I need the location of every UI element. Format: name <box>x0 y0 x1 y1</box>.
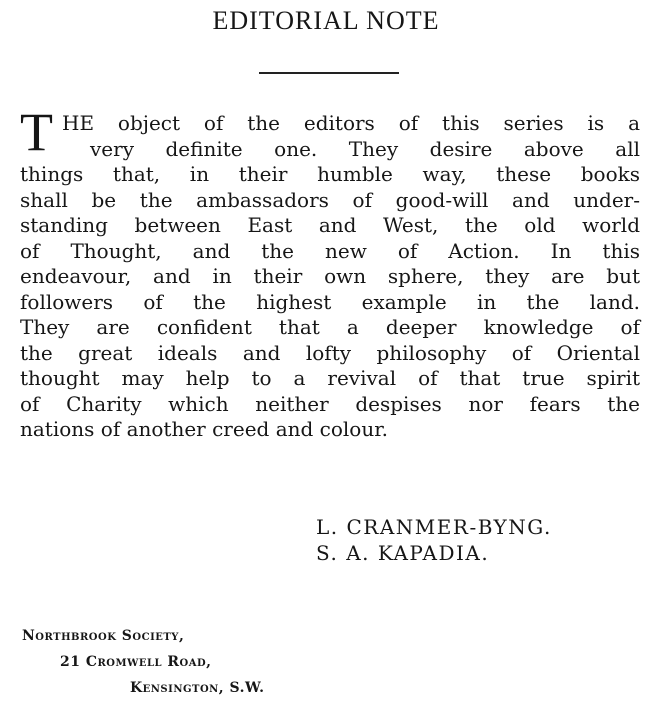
paragraph-line: the great ideals and lofty philosophy of Oriental <box>20 340 640 365</box>
page-title: EDITORIAL NOTE <box>212 6 440 35</box>
paragraph-line: followers of the highest example in the land. <box>20 289 640 314</box>
paragraph-line: of Charity which neither despises nor fears the <box>20 391 640 416</box>
paragraph-line: endeavour, and in their own sphere, they are but <box>20 264 640 288</box>
signature-kapadia: S. A. KAPADIA. <box>316 541 490 565</box>
drop-cap-container <box>20 102 62 162</box>
paragraph-line: of Thought, and the new of Action. In this <box>20 238 640 263</box>
paragraph-line: shall be the ambassadors of good-will and under- <box>20 187 640 212</box>
address-line-street: 21 Cromwell Road, <box>60 654 212 670</box>
paragraph-line: They are confident that a deeper knowledge of <box>20 315 640 339</box>
address-line-district: Kensington, S.W. <box>130 680 265 696</box>
editorial-paragraph <box>20 102 640 443</box>
paragraph-line-text: HE object of the editors of this series is a <box>62 111 640 135</box>
paragraph-line: very definite one. They desire above all <box>90 136 640 161</box>
address-block <box>22 623 264 701</box>
paragraph-line: nations of another creed and colour. <box>20 417 388 441</box>
drop-cap: T <box>20 102 53 162</box>
signature-cranmer-byng: L. CRANMER-BYNG. <box>316 515 552 539</box>
title-divider <box>259 72 399 74</box>
paragraph-line: thought may help to a revival of that true spirit <box>20 366 640 390</box>
signatures <box>316 514 552 566</box>
paragraph-line: things that, in their humble way, these books <box>20 162 640 186</box>
paragraph-line: standing between East and West, the old world <box>20 213 640 237</box>
address-line-society: Northbrook Society, <box>22 628 185 644</box>
